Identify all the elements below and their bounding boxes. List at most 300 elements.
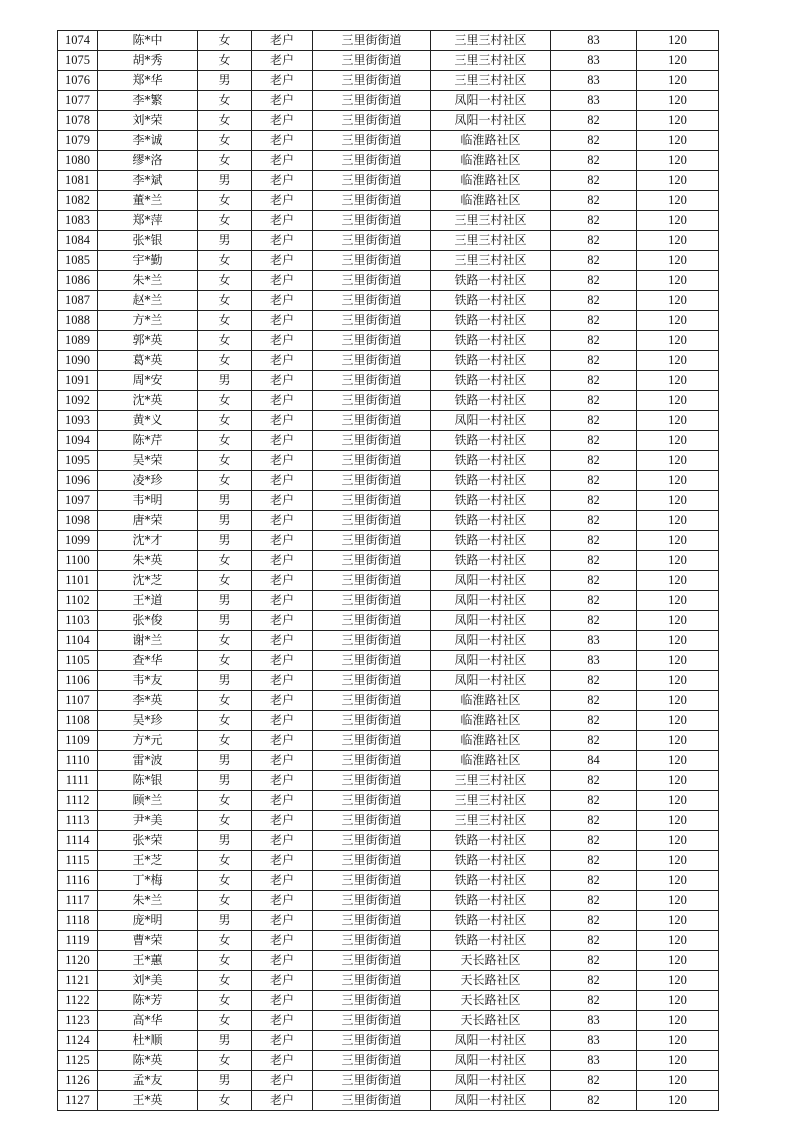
cell-row-number: 1074 (58, 31, 98, 51)
cell-gender: 女 (198, 851, 252, 871)
cell-community: 铁路一村社区 (431, 891, 551, 911)
table-row (58, 351, 719, 371)
cell-community: 凤阳一村社区 (431, 571, 551, 591)
cell-household-type: 老户 (252, 31, 313, 51)
cell-row-number: 1107 (58, 691, 98, 711)
cell-household-type: 老户 (252, 1091, 313, 1111)
cell-household-type: 老户 (252, 491, 313, 511)
cell-community: 凤阳一村社区 (431, 1091, 551, 1111)
cell-row-number: 1100 (58, 551, 98, 571)
cell-row-number: 1095 (58, 451, 98, 471)
cell-household-type: 老户 (252, 671, 313, 691)
cell-amount: 120 (637, 1091, 719, 1111)
cell-row-number: 1076 (58, 71, 98, 91)
cell-name: 韦*友 (98, 671, 198, 691)
cell-community: 铁路一村社区 (431, 431, 551, 451)
cell-community: 铁路一村社区 (431, 531, 551, 551)
cell-name: 赵*兰 (98, 291, 198, 311)
cell-gender: 女 (198, 31, 252, 51)
cell-community: 铁路一村社区 (431, 871, 551, 891)
cell-community: 三里三村社区 (431, 31, 551, 51)
cell-amount: 120 (637, 571, 719, 591)
cell-age: 82 (551, 491, 637, 511)
cell-name: 庞*明 (98, 911, 198, 931)
table-row (58, 1031, 719, 1051)
cell-subdistrict: 三里街街道 (313, 1031, 431, 1051)
cell-household-type: 老户 (252, 891, 313, 911)
table-row (58, 591, 719, 611)
cell-amount: 120 (637, 811, 719, 831)
cell-name: 陈*英 (98, 1051, 198, 1071)
cell-name: 沈*英 (98, 391, 198, 411)
cell-name: 李*繁 (98, 91, 198, 111)
table-row (58, 691, 719, 711)
cell-age: 82 (551, 931, 637, 951)
cell-row-number: 1101 (58, 571, 98, 591)
cell-row-number: 1110 (58, 751, 98, 771)
cell-subdistrict: 三里街街道 (313, 31, 431, 51)
cell-amount: 120 (637, 831, 719, 851)
cell-row-number: 1091 (58, 371, 98, 391)
table-row (58, 431, 719, 451)
table-row (58, 51, 719, 71)
cell-household-type: 老户 (252, 91, 313, 111)
cell-name: 吴*珍 (98, 711, 198, 731)
cell-subdistrict: 三里街街道 (313, 171, 431, 191)
cell-household-type: 老户 (252, 651, 313, 671)
cell-community: 凤阳一村社区 (431, 111, 551, 131)
cell-community: 铁路一村社区 (431, 331, 551, 351)
cell-row-number: 1123 (58, 1011, 98, 1031)
cell-age: 82 (551, 871, 637, 891)
cell-amount: 120 (637, 791, 719, 811)
cell-amount: 120 (637, 391, 719, 411)
cell-community: 铁路一村社区 (431, 471, 551, 491)
cell-age: 82 (551, 431, 637, 451)
cell-subdistrict: 三里街街道 (313, 1011, 431, 1031)
table-row (58, 491, 719, 511)
cell-subdistrict: 三里街街道 (313, 411, 431, 431)
table-row (58, 291, 719, 311)
cell-community: 临淮路社区 (431, 691, 551, 711)
cell-subdistrict: 三里街街道 (313, 1051, 431, 1071)
cell-community: 铁路一村社区 (431, 351, 551, 371)
table-row (58, 71, 719, 91)
cell-amount: 120 (637, 411, 719, 431)
cell-amount: 120 (637, 731, 719, 751)
cell-household-type: 老户 (252, 1011, 313, 1031)
cell-row-number: 1104 (58, 631, 98, 651)
cell-household-type: 老户 (252, 291, 313, 311)
roster-body (58, 31, 719, 1111)
cell-gender: 男 (198, 611, 252, 631)
cell-gender: 女 (198, 651, 252, 671)
cell-name: 陈*芳 (98, 991, 198, 1011)
cell-name: 陈*中 (98, 31, 198, 51)
cell-gender: 女 (198, 271, 252, 291)
table-row (58, 931, 719, 951)
cell-subdistrict: 三里街街道 (313, 551, 431, 571)
cell-name: 李*英 (98, 691, 198, 711)
cell-household-type: 老户 (252, 851, 313, 871)
cell-community: 天长路社区 (431, 1011, 551, 1031)
cell-gender: 男 (198, 1031, 252, 1051)
cell-age: 82 (551, 511, 637, 531)
cell-subdistrict: 三里街街道 (313, 511, 431, 531)
cell-household-type: 老户 (252, 431, 313, 451)
cell-community: 临淮路社区 (431, 711, 551, 731)
cell-subdistrict: 三里街街道 (313, 771, 431, 791)
cell-row-number: 1099 (58, 531, 98, 551)
cell-name: 方*元 (98, 731, 198, 751)
cell-amount: 120 (637, 691, 719, 711)
cell-name: 王*英 (98, 1091, 198, 1111)
cell-age: 83 (551, 71, 637, 91)
cell-row-number: 1118 (58, 911, 98, 931)
cell-subdistrict: 三里街街道 (313, 251, 431, 271)
cell-community: 临淮路社区 (431, 171, 551, 191)
cell-subdistrict: 三里街街道 (313, 71, 431, 91)
cell-household-type: 老户 (252, 511, 313, 531)
cell-name: 陈*芹 (98, 431, 198, 451)
cell-name: 凌*珍 (98, 471, 198, 491)
cell-age: 82 (551, 131, 637, 151)
cell-row-number: 1083 (58, 211, 98, 231)
cell-amount: 120 (637, 551, 719, 571)
cell-gender: 女 (198, 731, 252, 751)
cell-gender: 女 (198, 391, 252, 411)
table-row (58, 611, 719, 631)
cell-age: 82 (551, 111, 637, 131)
cell-amount: 120 (637, 651, 719, 671)
cell-gender: 女 (198, 131, 252, 151)
cell-household-type: 老户 (252, 691, 313, 711)
cell-subdistrict: 三里街街道 (313, 611, 431, 631)
cell-name: 周*安 (98, 371, 198, 391)
cell-age: 83 (551, 91, 637, 111)
cell-subdistrict: 三里街街道 (313, 891, 431, 911)
cell-community: 铁路一村社区 (431, 851, 551, 871)
table-row (58, 251, 719, 271)
cell-community: 凤阳一村社区 (431, 611, 551, 631)
cell-name: 沈*芝 (98, 571, 198, 591)
cell-community: 铁路一村社区 (431, 511, 551, 531)
cell-household-type: 老户 (252, 411, 313, 431)
cell-community: 临淮路社区 (431, 131, 551, 151)
cell-gender: 女 (198, 691, 252, 711)
cell-household-type: 老户 (252, 731, 313, 751)
cell-community: 三里三村社区 (431, 771, 551, 791)
cell-name: 李*斌 (98, 171, 198, 191)
cell-community: 铁路一村社区 (431, 451, 551, 471)
cell-community: 三里三村社区 (431, 51, 551, 71)
cell-community: 凤阳一村社区 (431, 1051, 551, 1071)
cell-age: 82 (551, 251, 637, 271)
cell-row-number: 1116 (58, 871, 98, 891)
table-row (58, 311, 719, 331)
cell-row-number: 1080 (58, 151, 98, 171)
cell-age: 82 (551, 971, 637, 991)
cell-community: 铁路一村社区 (431, 371, 551, 391)
cell-amount: 120 (637, 971, 719, 991)
cell-row-number: 1085 (58, 251, 98, 271)
cell-age: 82 (551, 611, 637, 631)
table-row (58, 1091, 719, 1111)
cell-age: 82 (551, 471, 637, 491)
cell-gender: 女 (198, 991, 252, 1011)
cell-age: 82 (551, 1091, 637, 1111)
table-row (58, 1071, 719, 1091)
cell-row-number: 1111 (58, 771, 98, 791)
cell-household-type: 老户 (252, 871, 313, 891)
cell-age: 82 (551, 591, 637, 611)
cell-subdistrict: 三里街街道 (313, 271, 431, 291)
cell-gender: 女 (198, 211, 252, 231)
cell-household-type: 老户 (252, 391, 313, 411)
cell-household-type: 老户 (252, 111, 313, 131)
cell-community: 天长路社区 (431, 971, 551, 991)
cell-gender: 男 (198, 771, 252, 791)
cell-household-type: 老户 (252, 631, 313, 651)
table-row (58, 391, 719, 411)
cell-amount: 120 (637, 311, 719, 331)
cell-gender: 女 (198, 951, 252, 971)
cell-community: 凤阳一村社区 (431, 91, 551, 111)
cell-amount: 120 (637, 131, 719, 151)
cell-gender: 女 (198, 1091, 252, 1111)
cell-row-number: 1079 (58, 131, 98, 151)
cell-gender: 男 (198, 911, 252, 931)
cell-row-number: 1093 (58, 411, 98, 431)
cell-age: 82 (551, 551, 637, 571)
cell-amount: 120 (637, 31, 719, 51)
cell-subdistrict: 三里街街道 (313, 51, 431, 71)
cell-gender: 男 (198, 831, 252, 851)
cell-name: 王*芝 (98, 851, 198, 871)
cell-subdistrict: 三里街街道 (313, 311, 431, 331)
cell-community: 铁路一村社区 (431, 931, 551, 951)
cell-row-number: 1117 (58, 891, 98, 911)
cell-community: 凤阳一村社区 (431, 631, 551, 651)
cell-subdistrict: 三里街街道 (313, 591, 431, 611)
cell-name: 宇*勤 (98, 251, 198, 271)
table-row (58, 971, 719, 991)
cell-age: 82 (551, 291, 637, 311)
cell-amount: 120 (637, 371, 719, 391)
cell-age: 83 (551, 1011, 637, 1031)
cell-amount: 120 (637, 431, 719, 451)
cell-community: 三里三村社区 (431, 71, 551, 91)
cell-age: 82 (551, 311, 637, 331)
table-row (58, 211, 719, 231)
cell-gender: 女 (198, 1051, 252, 1071)
cell-row-number: 1081 (58, 171, 98, 191)
cell-amount: 120 (637, 211, 719, 231)
cell-household-type: 老户 (252, 451, 313, 471)
cell-household-type: 老户 (252, 251, 313, 271)
cell-subdistrict: 三里街街道 (313, 731, 431, 751)
cell-gender: 男 (198, 1071, 252, 1091)
cell-name: 胡*秀 (98, 51, 198, 71)
cell-name: 郭*英 (98, 331, 198, 351)
cell-row-number: 1114 (58, 831, 98, 851)
cell-household-type: 老户 (252, 811, 313, 831)
cell-name: 顾*兰 (98, 791, 198, 811)
cell-name: 黄*义 (98, 411, 198, 431)
cell-age: 82 (551, 951, 637, 971)
cell-name: 张*俊 (98, 611, 198, 631)
cell-age: 82 (551, 531, 637, 551)
table-row (58, 631, 719, 651)
cell-row-number: 1102 (58, 591, 98, 611)
cell-amount: 120 (637, 851, 719, 871)
cell-household-type: 老户 (252, 531, 313, 551)
cell-subdistrict: 三里街街道 (313, 631, 431, 651)
cell-age: 84 (551, 751, 637, 771)
cell-amount: 120 (637, 171, 719, 191)
cell-household-type: 老户 (252, 971, 313, 991)
cell-gender: 女 (198, 311, 252, 331)
cell-row-number: 1084 (58, 231, 98, 251)
cell-subdistrict: 三里街街道 (313, 871, 431, 891)
cell-name: 吴*荣 (98, 451, 198, 471)
cell-household-type: 老户 (252, 331, 313, 351)
cell-row-number: 1087 (58, 291, 98, 311)
cell-subdistrict: 三里街街道 (313, 851, 431, 871)
cell-gender: 女 (198, 791, 252, 811)
cell-age: 82 (551, 671, 637, 691)
cell-row-number: 1124 (58, 1031, 98, 1051)
cell-household-type: 老户 (252, 711, 313, 731)
cell-amount: 120 (637, 231, 719, 251)
cell-age: 83 (551, 1031, 637, 1051)
table-row (58, 571, 719, 591)
cell-community: 铁路一村社区 (431, 291, 551, 311)
cell-row-number: 1097 (58, 491, 98, 511)
cell-name: 曹*荣 (98, 931, 198, 951)
cell-gender: 女 (198, 251, 252, 271)
cell-community: 凤阳一村社区 (431, 651, 551, 671)
cell-subdistrict: 三里街街道 (313, 91, 431, 111)
cell-age: 82 (551, 391, 637, 411)
cell-row-number: 1115 (58, 851, 98, 871)
cell-gender: 男 (198, 231, 252, 251)
table-row (58, 471, 719, 491)
cell-name: 张*银 (98, 231, 198, 251)
table-row (58, 171, 719, 191)
cell-amount: 120 (637, 531, 719, 551)
cell-subdistrict: 三里街街道 (313, 811, 431, 831)
cell-row-number: 1086 (58, 271, 98, 291)
cell-name: 韦*明 (98, 491, 198, 511)
cell-gender: 男 (198, 71, 252, 91)
cell-gender: 女 (198, 411, 252, 431)
cell-age: 82 (551, 1071, 637, 1091)
cell-age: 82 (551, 571, 637, 591)
cell-row-number: 1088 (58, 311, 98, 331)
cell-name: 张*荣 (98, 831, 198, 851)
cell-subdistrict: 三里街街道 (313, 911, 431, 931)
cell-household-type: 老户 (252, 611, 313, 631)
cell-gender: 女 (198, 711, 252, 731)
cell-age: 83 (551, 51, 637, 71)
cell-age: 82 (551, 211, 637, 231)
cell-amount: 120 (637, 991, 719, 1011)
cell-gender: 男 (198, 371, 252, 391)
cell-row-number: 1089 (58, 331, 98, 351)
cell-gender: 女 (198, 551, 252, 571)
cell-subdistrict: 三里街街道 (313, 431, 431, 451)
cell-age: 82 (551, 691, 637, 711)
cell-age: 82 (551, 731, 637, 751)
cell-subdistrict: 三里街街道 (313, 791, 431, 811)
cell-gender: 女 (198, 351, 252, 371)
cell-row-number: 1105 (58, 651, 98, 671)
cell-gender: 女 (198, 51, 252, 71)
cell-household-type: 老户 (252, 191, 313, 211)
cell-row-number: 1112 (58, 791, 98, 811)
cell-subdistrict: 三里街街道 (313, 1091, 431, 1111)
table-row (58, 951, 719, 971)
cell-household-type: 老户 (252, 371, 313, 391)
cell-amount: 120 (637, 911, 719, 931)
cell-row-number: 1082 (58, 191, 98, 211)
table-row (58, 511, 719, 531)
cell-household-type: 老户 (252, 911, 313, 931)
cell-gender: 女 (198, 871, 252, 891)
cell-household-type: 老户 (252, 151, 313, 171)
cell-amount: 120 (637, 511, 719, 531)
cell-household-type: 老户 (252, 231, 313, 251)
cell-community: 凤阳一村社区 (431, 1031, 551, 1051)
cell-amount: 120 (637, 191, 719, 211)
table-row (58, 271, 719, 291)
cell-gender: 女 (198, 811, 252, 831)
cell-age: 83 (551, 1051, 637, 1071)
cell-age: 82 (551, 451, 637, 471)
cell-subdistrict: 三里街街道 (313, 471, 431, 491)
cell-gender: 男 (198, 171, 252, 191)
cell-amount: 120 (637, 631, 719, 651)
cell-age: 82 (551, 351, 637, 371)
cell-gender: 男 (198, 491, 252, 511)
cell-subdistrict: 三里街街道 (313, 391, 431, 411)
table-row (58, 1051, 719, 1071)
cell-row-number: 1119 (58, 931, 98, 951)
cell-gender: 女 (198, 331, 252, 351)
cell-age: 82 (551, 171, 637, 191)
table-row (58, 791, 719, 811)
cell-name: 方*兰 (98, 311, 198, 331)
cell-gender: 女 (198, 431, 252, 451)
cell-amount: 120 (637, 471, 719, 491)
cell-community: 天长路社区 (431, 991, 551, 1011)
cell-name: 孟*友 (98, 1071, 198, 1091)
cell-age: 82 (551, 151, 637, 171)
cell-amount: 120 (637, 331, 719, 351)
cell-amount: 120 (637, 751, 719, 771)
cell-amount: 120 (637, 351, 719, 371)
table-row (58, 911, 719, 931)
cell-gender: 男 (198, 671, 252, 691)
cell-community: 凤阳一村社区 (431, 411, 551, 431)
cell-household-type: 老户 (252, 311, 313, 331)
cell-household-type: 老户 (252, 591, 313, 611)
table-row (58, 551, 719, 571)
cell-subdistrict: 三里街街道 (313, 831, 431, 851)
table-row (58, 671, 719, 691)
cell-gender: 女 (198, 1011, 252, 1031)
